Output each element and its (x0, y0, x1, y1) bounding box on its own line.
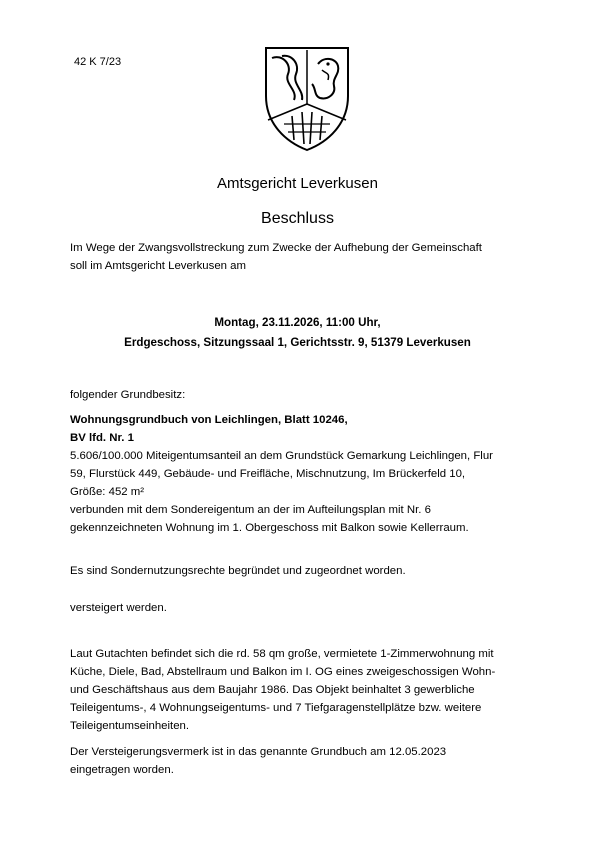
intro-line: Im Wege der Zwangsvollstreckung zum Zwecke der Aufhebung der Gemeinschaft (70, 242, 482, 254)
appraisal-line: und Geschäftshaus aus dem Baujahr 1986. Das Objekt beinhaltet 3 gewerbliche (70, 684, 475, 696)
property-line: gekennzeichneten Wohnung im 1. Obergeschoss mit Balkon sowie Kellerraum. (70, 522, 469, 534)
bv-number: BV lfd. Nr. 1 (70, 432, 134, 444)
property-line: 59, Flurstück 449, Gebäude- und Freifläche, Mischnutzung, Im Brückerfeld 10, (70, 468, 466, 480)
property-block (70, 411, 540, 537)
land-register: Wohnungsgrundbuch von Leichlingen, Blatt 10246, (70, 414, 348, 426)
appraisal-line: Laut Gutachten befindet sich die rd. 58 qm große, vermietete 1-Zimmerwohnung mit (70, 648, 494, 660)
appraisal-paragraph (70, 645, 540, 735)
appraisal-line: Teileigentumseinheiten. (70, 720, 190, 732)
document-title: Beschluss (261, 210, 334, 227)
property-intro: folgender Grundbesitz: (70, 389, 186, 401)
property-line: Größe: 452 m² (70, 486, 145, 498)
special-rights: Es sind Sondernutzungsrechte begründet und zugeordnet worden. (70, 565, 406, 577)
intro-paragraph (70, 239, 540, 275)
register-line: Der Versteigerungsvermerk ist in das genannte Grundbuch am 12.05.2023 (70, 746, 447, 758)
intro-line: soll im Amtsgericht Leverkusen am (70, 260, 246, 272)
coat-of-arms-icon (258, 44, 356, 154)
register-line: eingetragen worden. (70, 764, 174, 776)
appointment-location: Erdgeschoss, Sitzungssaal 1, Gerichtsstr. 9, 51379 Leverkusen (124, 336, 471, 349)
case-number: 42 K 7/23 (74, 56, 122, 68)
appraisal-line: Teileigentums-, 4 Wohnungseigentums- und 7 Tiefgaragenstellplätze bzw. weitere (70, 702, 482, 714)
register-paragraph (70, 743, 540, 779)
appraisal-line: Küche, Diele, Bad, Abstellraum und Balkon im I. OG eines zweigeschossigen Wohn- (70, 666, 496, 678)
appointment-block (0, 313, 595, 353)
property-line: 5.606/100.000 Miteigentumsanteil an dem Grundstück Gemarkung Leichlingen, Flur (70, 450, 493, 462)
auctioned-text: versteigert werden. (70, 602, 167, 614)
appointment-date: Montag, 23.11.2026, 11:00 Uhr, (214, 316, 381, 329)
court-name: Amtsgericht Leverkusen (217, 175, 378, 192)
property-line: verbunden mit dem Sondereigentum an der im Aufteilungsplan mit Nr. 6 (70, 504, 431, 516)
